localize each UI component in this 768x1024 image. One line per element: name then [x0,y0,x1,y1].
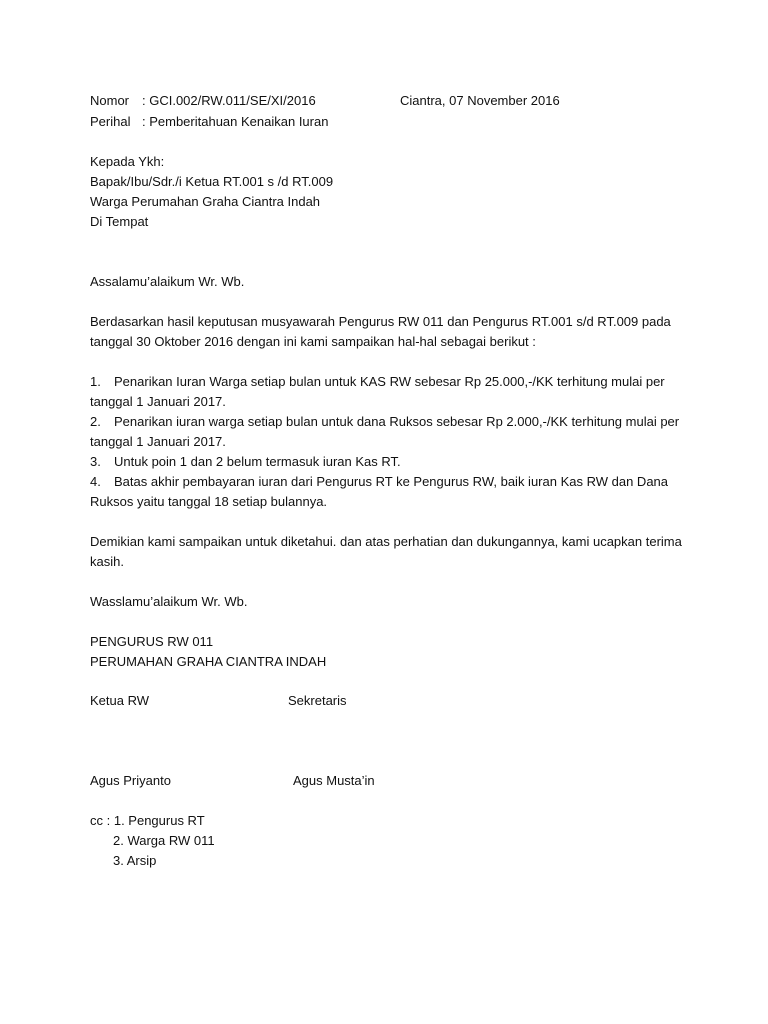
point-text: Penarikan iuran warga setiap bulan untuk dana Ruksos sebesar Rp 2.000,-/KK terhitung mulai per [114,414,680,429]
signature-roles [90,691,347,711]
nomor-row [90,91,560,111]
recipient-line-1: Bapak/Ibu/Sdr./i Ketua RT.001 s /d RT.009 [90,174,334,189]
farewell: Wasslamu’alaikum Wr. Wb. [90,594,248,609]
signature-names [90,771,375,791]
point-number: 3. [90,454,101,469]
cc-line-2: 2. Warga RW 011 [113,833,215,848]
cc-line-3: 3. Arsip [113,853,157,868]
point-4-cont: Ruksos yaitu tanggal 18 setiap bulannya. [90,494,328,509]
perihal-label: Perihal [90,114,131,129]
greeting: Assalamu’alaikum Wr. Wb. [90,274,245,289]
closing-line-1: Demikian kami sampaikan untuk diketahui. dan atas perhatian dan dukungannya, kami ucapkan terima [90,534,682,549]
recipient-line-2: Warga Perumahan Graha Ciantra Indah [90,194,321,209]
role-right: Sekretaris [288,693,347,708]
name-right: Agus Musta’in [293,773,375,788]
nomor-value: : GCI.002/RW.011/SE/XI/2016 [142,93,316,108]
perihal-value: : Pemberitahuan Kenaikan Iuran [142,114,329,129]
point-1 [90,372,665,392]
point-number: 1. [90,374,101,389]
point-text: Penarikan Iuran Warga setiap bulan untuk KAS RW sebesar Rp 25.000,-/KK terhitung mulai per [114,374,665,389]
closing-line-2: kasih. [90,554,124,569]
nomor-label: Nomor [90,93,130,108]
intro-line-1: Berdasarkan hasil keputusan musyawarah Pengurus RW 011 dan Pengurus RT.001 s/d RT.009 pada [90,314,671,329]
place-date: Ciantra, 07 November 2016 [400,93,560,108]
recipient-salutation: Kepada Ykh: [90,154,165,169]
point-2 [90,412,679,432]
intro-line-2: tanggal 30 Oktober 2016 dengan ini kami sampaikan hal-hal sebagai berikut : [90,334,536,349]
point-text: Batas akhir pembayaran iuran dari Pengurus RT ke Pengurus RW, baik iuran Kas RW dan Dana [114,474,669,489]
role-left: Ketua RW [90,693,150,708]
name-left: Agus Priyanto [90,773,171,788]
point-3 [90,452,401,472]
point-1-cont: tanggal 1 Januari 2017. [90,394,226,409]
point-number: 4. [90,474,101,489]
point-number: 2. [90,414,101,429]
org-line-2: PERUMAHAN GRAHA CIANTRA INDAH [90,654,327,669]
point-text: Untuk poin 1 dan 2 belum termasuk iuran Kas RT. [114,454,401,469]
perihal-row [90,112,328,132]
point-4 [90,472,668,492]
org-line-1: PENGURUS RW 011 [90,634,214,649]
recipient-line-3: Di Tempat [90,214,149,229]
cc-line-1: cc : 1. Pengurus RT [90,813,205,828]
point-2-cont: tanggal 1 Januari 2017. [90,434,226,449]
